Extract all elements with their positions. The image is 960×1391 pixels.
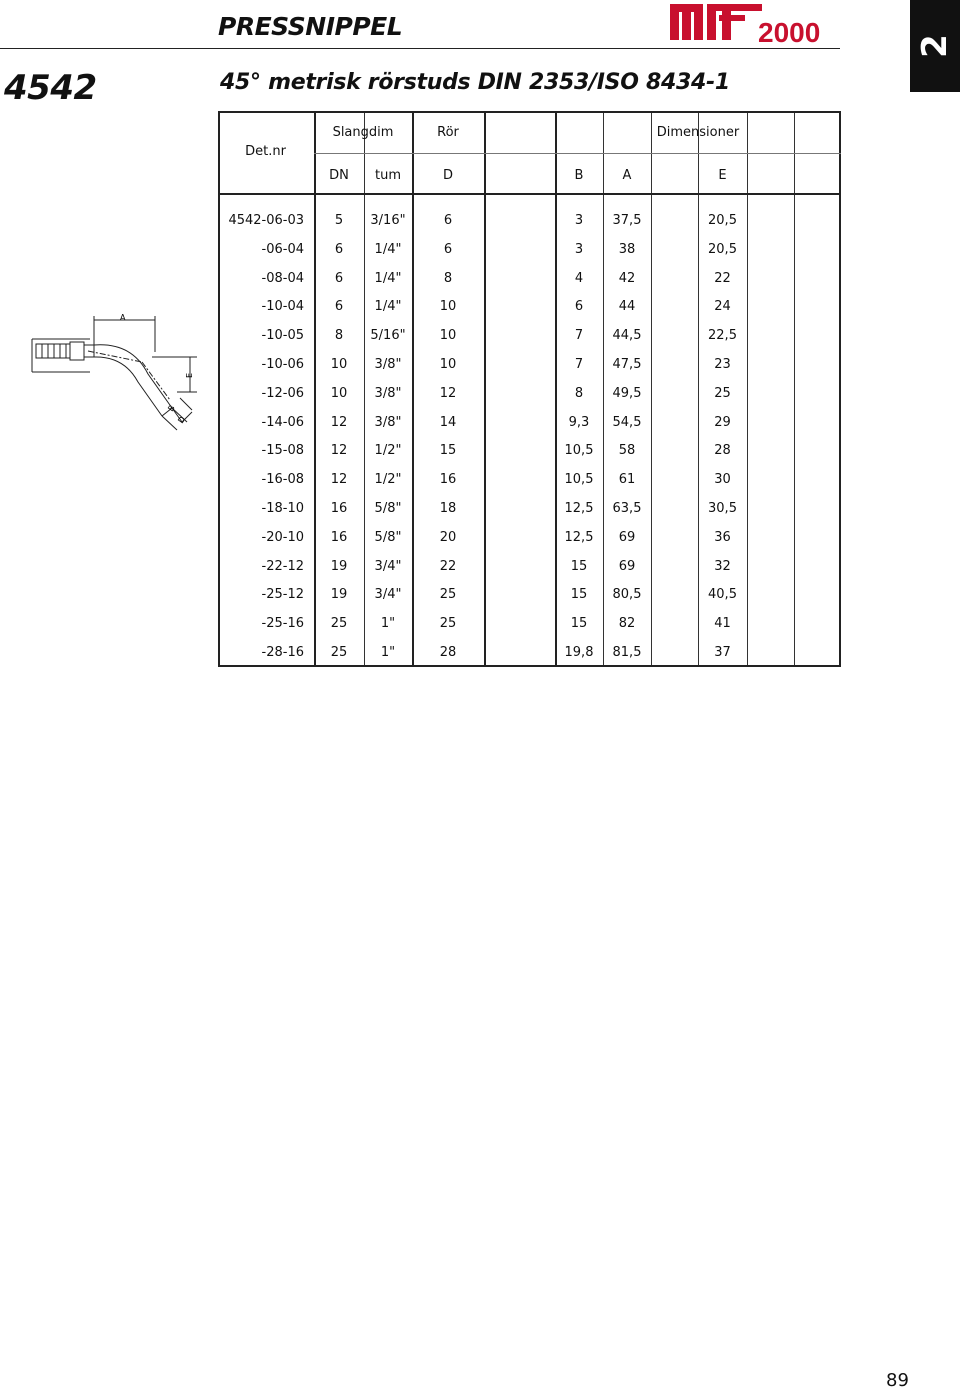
cell-e: 32 — [714, 558, 731, 574]
dim-label-b: B — [166, 403, 177, 414]
cell-e: 28 — [714, 443, 731, 459]
cell-e: 22 — [714, 270, 731, 286]
cell-detnr: -14-06 — [261, 414, 304, 430]
col-header-detnr: Det.nr — [245, 144, 286, 159]
cell-a: 69 — [618, 529, 636, 545]
cell-detnr: -28-16 — [261, 645, 304, 660]
cell-e: 30,5 — [708, 501, 737, 516]
cell-d: 10 — [439, 328, 457, 344]
page-header-title: PRESSNIPPEL — [218, 12, 403, 41]
article-number: 4542 — [4, 68, 97, 108]
cell-dn: 5 — [334, 213, 344, 228]
cell-e: 22,5 — [708, 328, 737, 344]
cell-a: 81,5 — [612, 645, 642, 660]
cell-e: 30 — [714, 472, 731, 488]
cell-tum: 1/4" — [374, 299, 402, 315]
cell-e: 41 — [714, 616, 731, 632]
cell-tum: 3/4" — [374, 587, 402, 603]
cell-detnr: -12-06 — [261, 385, 304, 401]
cell-tum: 3/8" — [374, 357, 402, 372]
cell-e: 20,5 — [708, 241, 737, 257]
cell-dn: 19 — [330, 587, 348, 603]
col-header-b: B — [574, 168, 584, 183]
cell-detnr: -22-12 — [261, 558, 304, 574]
cell-d: 10 — [439, 299, 457, 315]
page-number: 89 — [886, 1370, 909, 1391]
cell-detnr: -25-16 — [261, 616, 304, 632]
cell-b: 4 — [574, 270, 584, 286]
group-ror: Rör — [437, 125, 459, 140]
product-subtitle: 45° metrisk rörstuds DIN 2353/ISO 8434-1 — [220, 70, 730, 95]
cell-detnr: -25-12 — [261, 587, 304, 603]
cell-b: 3 — [574, 213, 584, 228]
cell-d: 16 — [439, 472, 457, 488]
cell-d: 14 — [439, 414, 457, 430]
cell-d: 20 — [439, 529, 457, 545]
cell-b: 7 — [574, 357, 584, 372]
cell-detnr: -08-04 — [261, 270, 304, 286]
cell-b: 10,5 — [564, 472, 594, 488]
cell-e: 23 — [714, 357, 731, 372]
cell-b: 9,3 — [568, 414, 590, 430]
cell-detnr: -18-10 — [261, 501, 304, 516]
cell-a: 80,5 — [612, 587, 642, 603]
cell-d: 12 — [439, 385, 457, 401]
cell-tum: 1/2" — [374, 443, 402, 459]
cell-tum: 1/4" — [374, 270, 402, 286]
cell-a: 54,5 — [612, 414, 642, 430]
dim-label-e: E — [185, 372, 194, 378]
cell-a: 69 — [618, 558, 636, 574]
cell-b: 3 — [574, 241, 584, 257]
cell-dn: 16 — [330, 501, 348, 516]
cell-tum: 1/2" — [374, 472, 402, 488]
cell-dn: 6 — [334, 299, 344, 315]
cell-tum: 5/16" — [370, 328, 406, 344]
col-header-tum: tum — [375, 168, 401, 183]
column-divider — [747, 113, 748, 665]
cell-b: 12,5 — [564, 529, 594, 545]
cell-tum: 1" — [380, 645, 396, 660]
svg-text:2000: 2000 — [758, 17, 821, 46]
col-header-d: D — [442, 168, 453, 183]
cell-a: 49,5 — [612, 385, 642, 401]
cell-e: 40,5 — [708, 587, 737, 603]
cell-dn: 10 — [330, 357, 348, 372]
cell-tum: 3/8" — [374, 414, 402, 430]
cell-b: 19,8 — [564, 645, 594, 660]
cell-tum: 5/8" — [374, 501, 402, 516]
cell-a: 63,5 — [612, 501, 642, 516]
column-divider — [651, 113, 652, 665]
cell-e: 25 — [714, 385, 731, 401]
cell-a: 47,5 — [612, 357, 642, 372]
dimension-table — [218, 111, 841, 667]
cell-e: 37 — [714, 645, 731, 660]
cell-detnr: -10-04 — [261, 299, 304, 315]
cell-detnr: -06-04 — [261, 241, 304, 257]
cell-b: 8 — [574, 385, 584, 401]
cell-d: 18 — [439, 501, 457, 516]
cell-e: 36 — [714, 529, 731, 545]
cell-dn: 10 — [330, 385, 348, 401]
cell-d: 25 — [439, 616, 457, 632]
cell-detnr: -16-08 — [261, 472, 304, 488]
cell-detnr: -15-08 — [261, 443, 304, 459]
cell-d: 28 — [439, 645, 457, 660]
cell-dn: 25 — [330, 616, 348, 632]
cell-d: 15 — [439, 443, 457, 459]
group-dimensioner: Dimensioner — [656, 125, 740, 140]
header-divider — [314, 153, 841, 154]
cell-detnr: -10-06 — [261, 357, 304, 372]
cell-tum: 1" — [380, 616, 396, 632]
dim-label-d: D — [176, 414, 188, 426]
column-divider — [794, 113, 795, 665]
cell-dn: 6 — [334, 241, 344, 257]
cell-d: 10 — [439, 357, 457, 372]
group-slangdim: Slangdim — [332, 125, 394, 140]
cell-b: 6 — [574, 299, 584, 315]
cell-e: 29 — [714, 414, 731, 430]
cell-tum: 3/16" — [370, 213, 406, 228]
cell-d: 25 — [439, 587, 457, 603]
col-header-dn: DN — [329, 168, 349, 183]
cell-tum: 3/4" — [374, 558, 402, 574]
chapter-tab — [910, 0, 960, 92]
cell-d: 6 — [443, 213, 453, 228]
cell-detnr: -10-05 — [261, 328, 304, 344]
cell-e: 20,5 — [708, 213, 737, 228]
cell-b: 7 — [574, 328, 584, 344]
cell-dn: 12 — [330, 414, 348, 430]
col-header-e: E — [718, 168, 727, 183]
cell-b: 15 — [570, 616, 588, 632]
chapter-number: 2 — [914, 34, 955, 58]
cell-dn: 12 — [330, 472, 348, 488]
cell-b: 15 — [570, 587, 588, 603]
cell-a: 58 — [618, 443, 636, 459]
cell-dn: 6 — [334, 270, 344, 286]
cell-tum: 5/8" — [374, 529, 402, 545]
cell-b: 12,5 — [564, 501, 594, 516]
cell-dn: 16 — [330, 529, 348, 545]
dim-label-a: A — [120, 313, 126, 322]
cell-a: 61 — [618, 472, 636, 488]
cell-dn: 25 — [330, 645, 348, 660]
cell-a: 44 — [618, 299, 636, 315]
cell-tum: 3/8" — [374, 385, 402, 401]
cell-a: 82 — [618, 616, 636, 632]
col-header-a: A — [622, 168, 632, 183]
cell-b: 10,5 — [564, 443, 594, 459]
cell-d: 8 — [443, 270, 453, 286]
cell-a: 42 — [618, 270, 636, 286]
cell-detnr: -20-10 — [261, 529, 304, 545]
cell-e: 24 — [714, 299, 731, 315]
cell-dn: 12 — [330, 443, 348, 459]
fitting-drawing — [22, 312, 207, 436]
cell-b: 15 — [570, 558, 588, 574]
mf2000-logo — [670, 2, 842, 50]
cell-a: 37,5 — [612, 213, 642, 228]
cell-a: 38 — [618, 241, 636, 257]
cell-dn: 8 — [334, 328, 344, 344]
cell-detnr: 4542-06-03 — [228, 213, 304, 228]
cell-a: 44,5 — [612, 328, 642, 344]
cell-d: 6 — [443, 241, 453, 257]
header-bottom-rule — [220, 193, 841, 195]
cell-dn: 19 — [330, 558, 348, 574]
cell-d: 22 — [439, 558, 457, 574]
cell-tum: 1/4" — [374, 241, 402, 257]
column-divider — [484, 113, 486, 665]
